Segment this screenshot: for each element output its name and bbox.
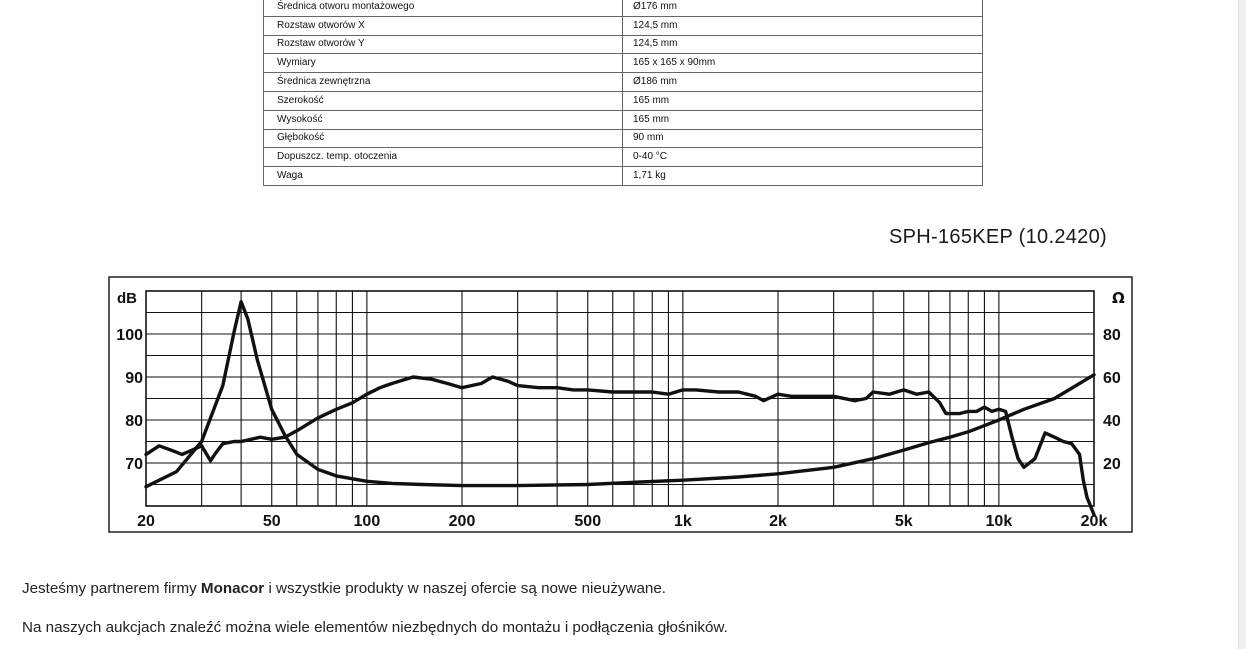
page-scrollbar[interactable] (1238, 0, 1246, 649)
y2-axis-label: Ω (1112, 289, 1125, 307)
spec-param: Średnica otworu montażowego (264, 0, 623, 16)
spec-row (264, 167, 983, 186)
x-tick-label: 200 (448, 513, 476, 530)
spec-value: 0-40 °C (623, 148, 983, 167)
frequency-response-chart (108, 276, 1133, 533)
spec-param: Wymiary (264, 54, 623, 73)
spec-value: 124,5 mm (623, 16, 983, 35)
spec-row (264, 148, 983, 167)
y-tick-label: 80 (125, 413, 143, 430)
x-tick-label: 2k (769, 513, 787, 530)
spec-table (263, 0, 983, 186)
spec-value: 124,5 mm (623, 35, 983, 54)
partner-text-end: i wszystkie produkty w naszej ofercie są nowe nieużywane. (264, 580, 667, 597)
accessories-info: Na naszych aukcjach znaleźć można wiele elementów niezbędnych do montażu i podłączenia głośników. (22, 619, 728, 636)
partner-text-start: Jesteśmy partnerem firmy (22, 580, 201, 597)
spec-value: 165 mm (623, 110, 983, 129)
x-tick-label: 10k (985, 513, 1013, 530)
x-tick-label: 20k (1080, 513, 1108, 530)
x-tick-label: 100 (353, 513, 381, 530)
x-tick-label: 50 (262, 513, 281, 530)
spec-row (264, 91, 983, 110)
y2-tick-label: 80 (1103, 327, 1121, 344)
x-tick-label: 500 (574, 513, 602, 530)
partner-info (22, 580, 666, 597)
y-axis-label: dB (117, 290, 137, 307)
spec-param: Głębokość (264, 129, 623, 148)
x-tick-label: 20 (137, 513, 155, 530)
spec-row (264, 110, 983, 129)
spec-param: Szerokość (264, 91, 623, 110)
spec-param: Rozstaw otworów X (264, 16, 623, 35)
x-tick-label: 1k (673, 513, 692, 530)
spec-row (264, 0, 983, 16)
y-tick-label: 90 (125, 370, 143, 387)
spec-row (264, 73, 983, 92)
spec-value: Ø176 mm (623, 0, 983, 16)
chart-title: SPH-165KEP (10.2420) (889, 226, 1107, 248)
spec-value: 165 mm (623, 91, 983, 110)
y2-tick-label: 20 (1103, 456, 1121, 473)
spec-param: Średnica zewnętrzna (264, 73, 623, 92)
spec-param: Dopuszcz. temp. otoczenia (264, 148, 623, 167)
chart-frame (109, 277, 1132, 532)
y-tick-label: 100 (116, 327, 143, 344)
y2-tick-label: 40 (1103, 413, 1121, 430)
spec-param: Rozstaw otworów Y (264, 35, 623, 54)
spec-value: Ø186 mm (623, 73, 983, 92)
spec-value: 90 mm (623, 129, 983, 148)
y-tick-label: 70 (125, 456, 143, 473)
spec-value: 165 x 165 x 90mm (623, 54, 983, 73)
x-tick-label: 5k (894, 513, 913, 530)
brand-name: Monacor (200, 580, 265, 597)
spec-row (264, 16, 983, 35)
spec-param: Wysokość (264, 110, 623, 129)
spec-row (264, 129, 983, 148)
spec-row (264, 54, 983, 73)
spec-table-body (264, 0, 983, 185)
spec-value: 1,71 kg (623, 167, 983, 186)
spec-row (264, 35, 983, 54)
y2-tick-label: 60 (1103, 370, 1121, 387)
spec-param: Waga (264, 167, 623, 186)
